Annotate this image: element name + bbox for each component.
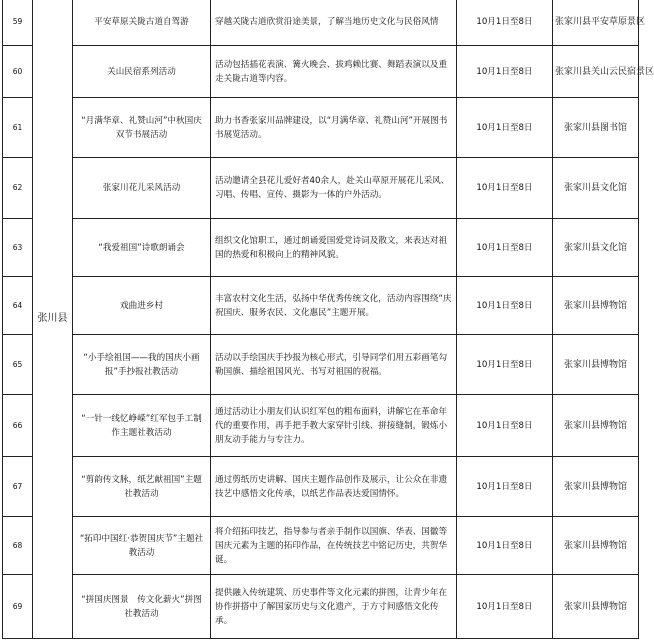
table-row: [3, 219, 639, 277]
activity-name-cell: “拼国庆图景 传文化薪火”拼图社教活动: [73, 575, 211, 639]
table-row: [3, 158, 639, 219]
activity-content-cell: 丰富农村文化生活，弘扬中华优秀传统文化，活动内容围绕“庆祝国庆、服务农民、文化惠民”主题开展。: [211, 277, 457, 335]
table-row: [3, 98, 639, 158]
activity-time-cell: 10月1日至8日: [457, 575, 553, 639]
row-number-cell: 63: [3, 219, 33, 277]
activity-name-cell: “一针一线忆峥嵘”红军包手工制作主题社教活动: [73, 395, 211, 457]
row-number-cell: 60: [3, 46, 33, 98]
activity-content-cell: 提供融入传统建筑、历史事件等文化元素的拼图，让青少年在协作拼搭中了解国家历史与文化遗产，于方寸间感悟文化传承。: [211, 575, 457, 639]
row-number-cell: 65: [3, 335, 33, 395]
row-number-cell: 67: [3, 457, 33, 517]
activity-content-cell: 穿越关陇古道欣赏沿途美景，了解当地历史文化与民俗风情: [211, 0, 457, 46]
table-row: [3, 335, 639, 395]
activity-name-cell: “拓印中国红·恭贺国庆节”主题社教活动: [73, 517, 211, 575]
row-number-cell: 64: [3, 277, 33, 335]
activity-venue-cell: 张家川县博物馆: [553, 517, 639, 575]
activity-venue-cell: 张家川县图书馆: [553, 98, 639, 158]
activity-name-cell: “我爱祖国”诗歌朗诵会: [73, 219, 211, 277]
row-number-cell: 66: [3, 395, 33, 457]
activity-venue-cell: 张家川县博物馆: [553, 457, 639, 517]
activity-venue-cell: 张家川县文化馆: [553, 219, 639, 277]
row-number-cell: 69: [3, 575, 33, 639]
row-number-cell: 59: [3, 0, 33, 46]
activity-content-cell: 助力书香张家川品牌建设，以“月满华章、礼赞山河”开展图书书展览活动。: [211, 98, 457, 158]
activity-venue-cell: 张家川县博物馆: [553, 395, 639, 457]
activity-time-cell: 10月1日至8日: [457, 395, 553, 457]
activity-venue-cell: 张家川县平安草原景区: [553, 0, 639, 46]
activity-venue-cell: 张家川县关山云民宿景区: [553, 46, 639, 98]
activity-time-cell: 10月1日至8日: [457, 158, 553, 219]
table-row: [3, 575, 639, 639]
table-row: [3, 46, 639, 98]
activity-name-cell: “月满华章、礼赞山河”中秋国庆双节书展活动: [73, 98, 211, 158]
table-row: [3, 395, 639, 457]
activity-time-cell: 10月1日至8日: [457, 277, 553, 335]
activity-name-cell: “小手绘祖国——我的国庆小画报”手抄报社教活动: [73, 335, 211, 395]
activity-name-cell: 平安草原关陇古道自驾游: [73, 0, 211, 46]
activity-name-cell: 关山民宿系列活动: [73, 46, 211, 98]
row-number-cell: 61: [3, 98, 33, 158]
table-row: [3, 517, 639, 575]
table-row: [3, 457, 639, 517]
activity-content-cell: 组织文化馆职工，通过朗诵爱国爱党诗词及散文，来表达对祖国的热爱和积极向上的精神风貌。: [211, 219, 457, 277]
activity-time-cell: 10月1日至8日: [457, 98, 553, 158]
activity-content-cell: 活动以手绘国庆手抄报为核心形式，引导同学们用五彩画笔勾勒国旗、描绘祖国风光、书写对祖国的祝福。: [211, 335, 457, 395]
activity-content-cell: 将介绍拓印技艺，指导参与者亲手制作以国旗、华表、国徽等国庆元素为主题的拓印作品，在传统技艺中铭记历史，共贺华诞。: [211, 517, 457, 575]
activity-venue-cell: 张家川县博物馆: [553, 277, 639, 335]
activity-table: [2, 0, 654, 639]
table-row: [3, 277, 639, 335]
row-number-cell: 62: [3, 158, 33, 219]
activity-time-cell: 10月1日至8日: [457, 46, 553, 98]
activity-time-cell: 10月1日至8日: [457, 457, 553, 517]
activity-name-cell: “剪韵传文脉，纸艺献祖国”主题社教活动: [73, 457, 211, 517]
activity-time-cell: 10月1日至8日: [457, 517, 553, 575]
activity-content-cell: 活动邀请全县花儿爱好者40余人，赴关山草原开展花儿采风、习唱、传唱、宣传、摄影为一体的户外活动。: [211, 158, 457, 219]
activity-content-cell: 通过活动让小朋友们认识红军包的粗布面料，讲解它在革命年代的重要作用，再手把手教大家穿针引线、拼接缝制，锻炼小朋友动手能力与专注力。: [211, 395, 457, 457]
table-row: [3, 0, 639, 46]
activity-time-cell: 10月1日至8日: [457, 335, 553, 395]
activity-time-cell: 10月1日至8日: [457, 219, 553, 277]
county-cell: 张川县: [33, 0, 73, 639]
activity-content-cell: 活动包括插花表演、篝火晚会、拔鸡赖比赛、舞蹈表演以及重走关陇古道等内容。: [211, 46, 457, 98]
activity-venue-cell: 张家川县博物馆: [553, 335, 639, 395]
row-number-cell: 68: [3, 517, 33, 575]
activity-name-cell: 张家川花儿采风活动: [73, 158, 211, 219]
activity-venue-cell: 张家川县文化馆: [553, 158, 639, 219]
activity-content-cell: 通过剪纸历史讲解、国庆主题作品创作及展示，让公众在非遗技艺中感悟文化传承，以纸艺作品表达爱国情怀。: [211, 457, 457, 517]
activity-name-cell: 戏曲进乡村: [73, 277, 211, 335]
activity-venue-cell: 张家川县博物馆: [553, 575, 639, 639]
activity-time-cell: 10月1日至8日: [457, 0, 553, 46]
